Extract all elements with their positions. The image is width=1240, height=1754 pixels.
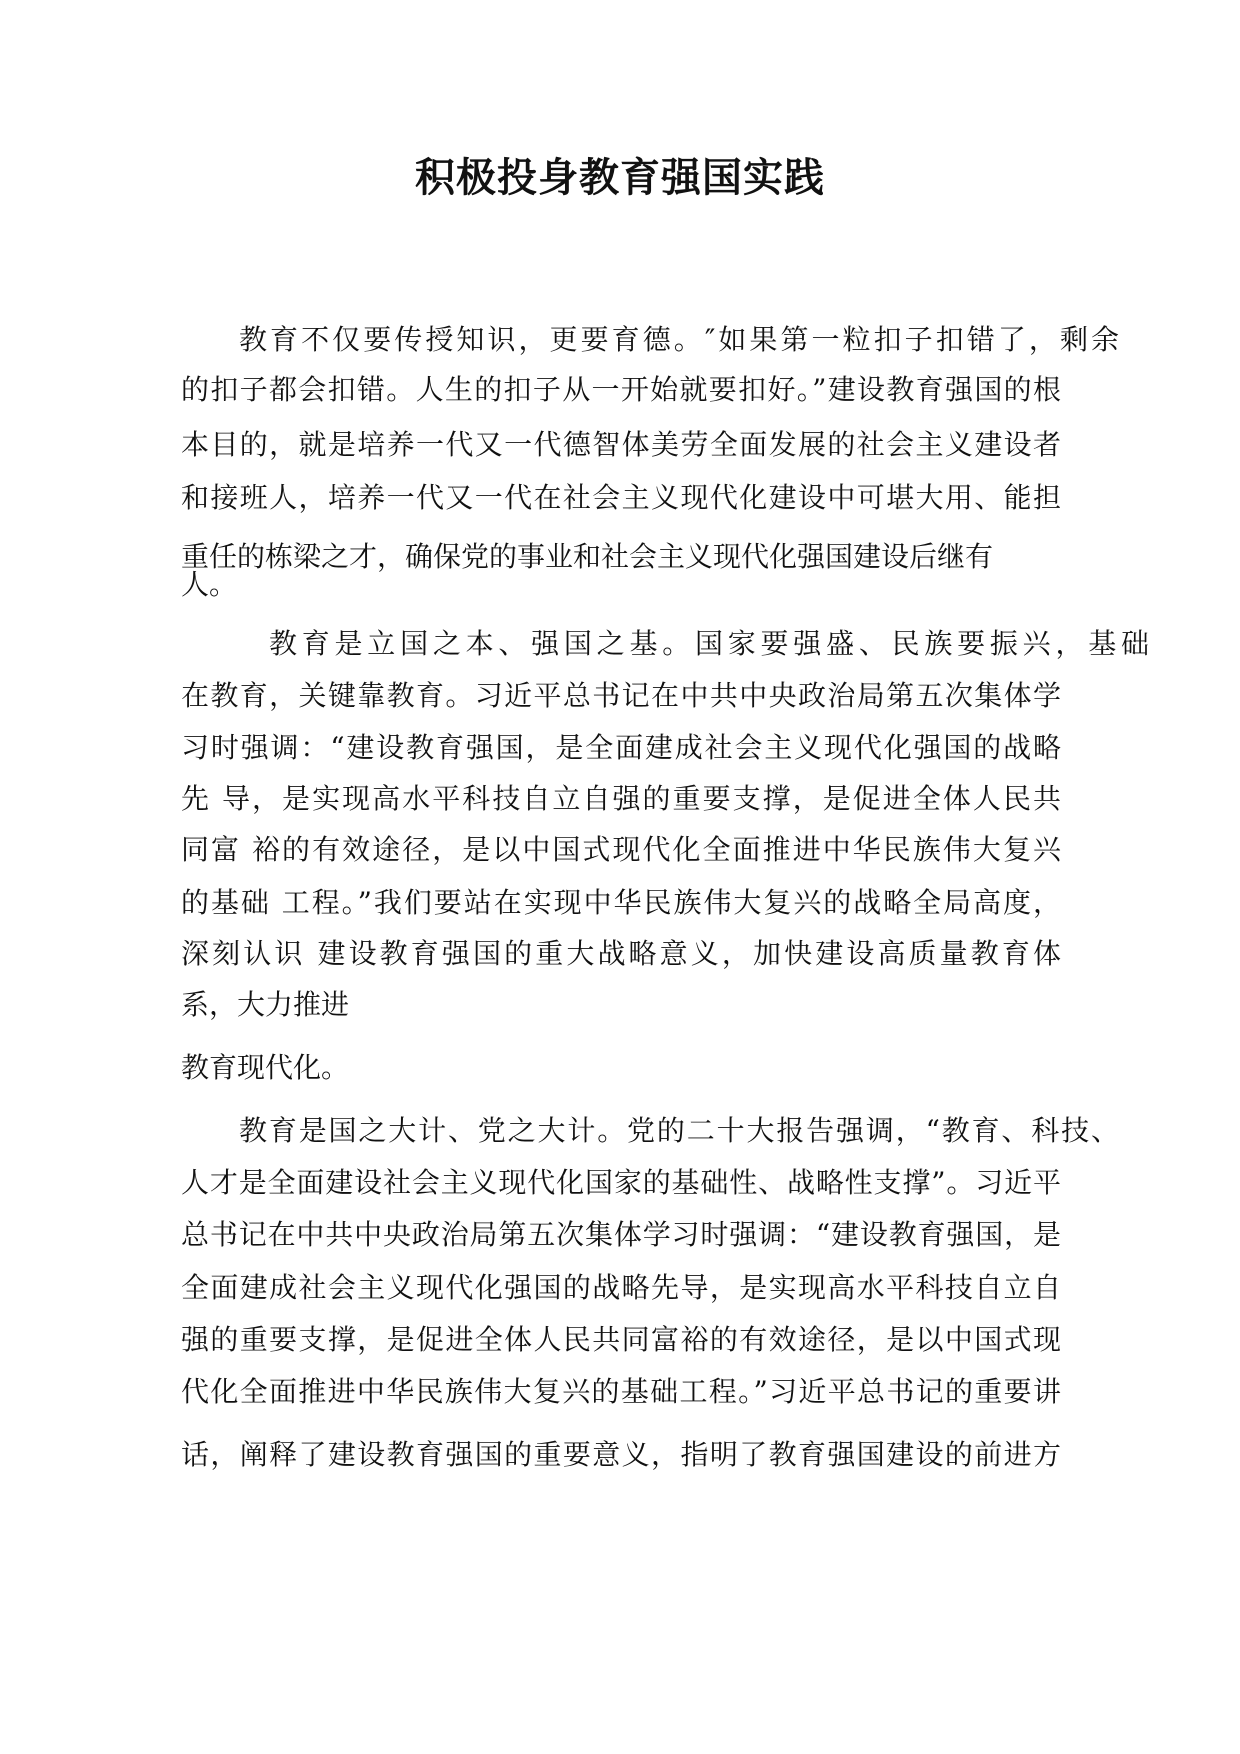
paragraph-2-line-8: 系，大力推进 xyxy=(181,988,350,1021)
paragraph-3-line-3: 总书记在中共中央政治局第五次集体学习时强调：“建设教育强国，是 xyxy=(181,1218,1061,1251)
paragraph-2-line-5: 同富 裕的有效途径，是以中国式现代化全面推进中华民族伟大复兴 xyxy=(181,833,1061,866)
paragraph-3-line-2: 人才是全面建设社会主义现代化国家的基础性、战略性支撑”。习近平 xyxy=(181,1166,1061,1199)
paragraph-2-line-7: 深刻认识 建设教育强国的重大战略意义，加快建设高质量教育体 xyxy=(181,937,1061,970)
paragraph-2-line-4: 先 导，是实现高水平科技自立自强的重要支撑，是促进全体人民共 xyxy=(181,782,1061,815)
paragraph-2-line-2: 在教育，关键靠教育。习近平总书记在中共中央政治局第五次集体学 xyxy=(181,679,1061,712)
paragraph-2-line-9: 教育现代化。 xyxy=(181,1051,350,1084)
paragraph-1-line-3: 本目的，就是培养一代又一代德智体美劳全面发展的社会主义建设者 xyxy=(181,428,1061,461)
paragraph-3-line-1: 教育是国之大计、党之大计。党的二十大报告强调，“教育、科技、 xyxy=(239,1114,1119,1147)
paragraph-3-line-7: 话，阐释了建设教育强国的重要意义，指明了教育强国建设的前进方 xyxy=(181,1438,1061,1471)
paragraph-3-line-5: 强的重要支撑，是促进全体人民共同富裕的有效途径，是以中国式现 xyxy=(181,1323,1061,1356)
paragraph-2-line-3: 习时强调：“建设教育强国，是全面建成社会主义现代化强国的战略 xyxy=(181,731,1061,764)
paragraph-1-line-4: 和接班人，培养一代又一代在社会主义现代化建设中可堪大用、能担 xyxy=(181,481,1061,514)
paragraph-3-line-4: 全面建成社会主义现代化强国的战略先导，是实现高水平科技自立自 xyxy=(181,1271,1061,1304)
paragraph-1-line-2: 的扣子都会扣错。人生的扣子从一开始就要扣好。”建设教育强国的根 xyxy=(181,373,1061,406)
paragraph-2-line-6: 的基础 工程。”我们要站在实现中华民族伟大复兴的战略全局高度， xyxy=(181,886,1061,919)
paragraph-1-line-6: 人。 xyxy=(181,568,238,601)
paragraph-1-line-5: 重任的栋梁之才，确保党的事业和社会主义现代化强国建设后继有 xyxy=(181,540,994,573)
document-title: 积极投身教育强国实践 xyxy=(415,154,825,201)
paragraph-3-line-6: 代化全面推进中华民族伟大复兴的基础工程。”习近平总书记的重要讲 xyxy=(181,1375,1061,1408)
paragraph-2-line-1: 教育是立国之本、强国之基。国家要强盛、民族要振兴，基础 xyxy=(269,627,1149,660)
paragraph-1-line-1: 教育不仅要传授知识，更要育德。″如果第一粒扣子扣错了，剩余 xyxy=(239,323,1119,356)
